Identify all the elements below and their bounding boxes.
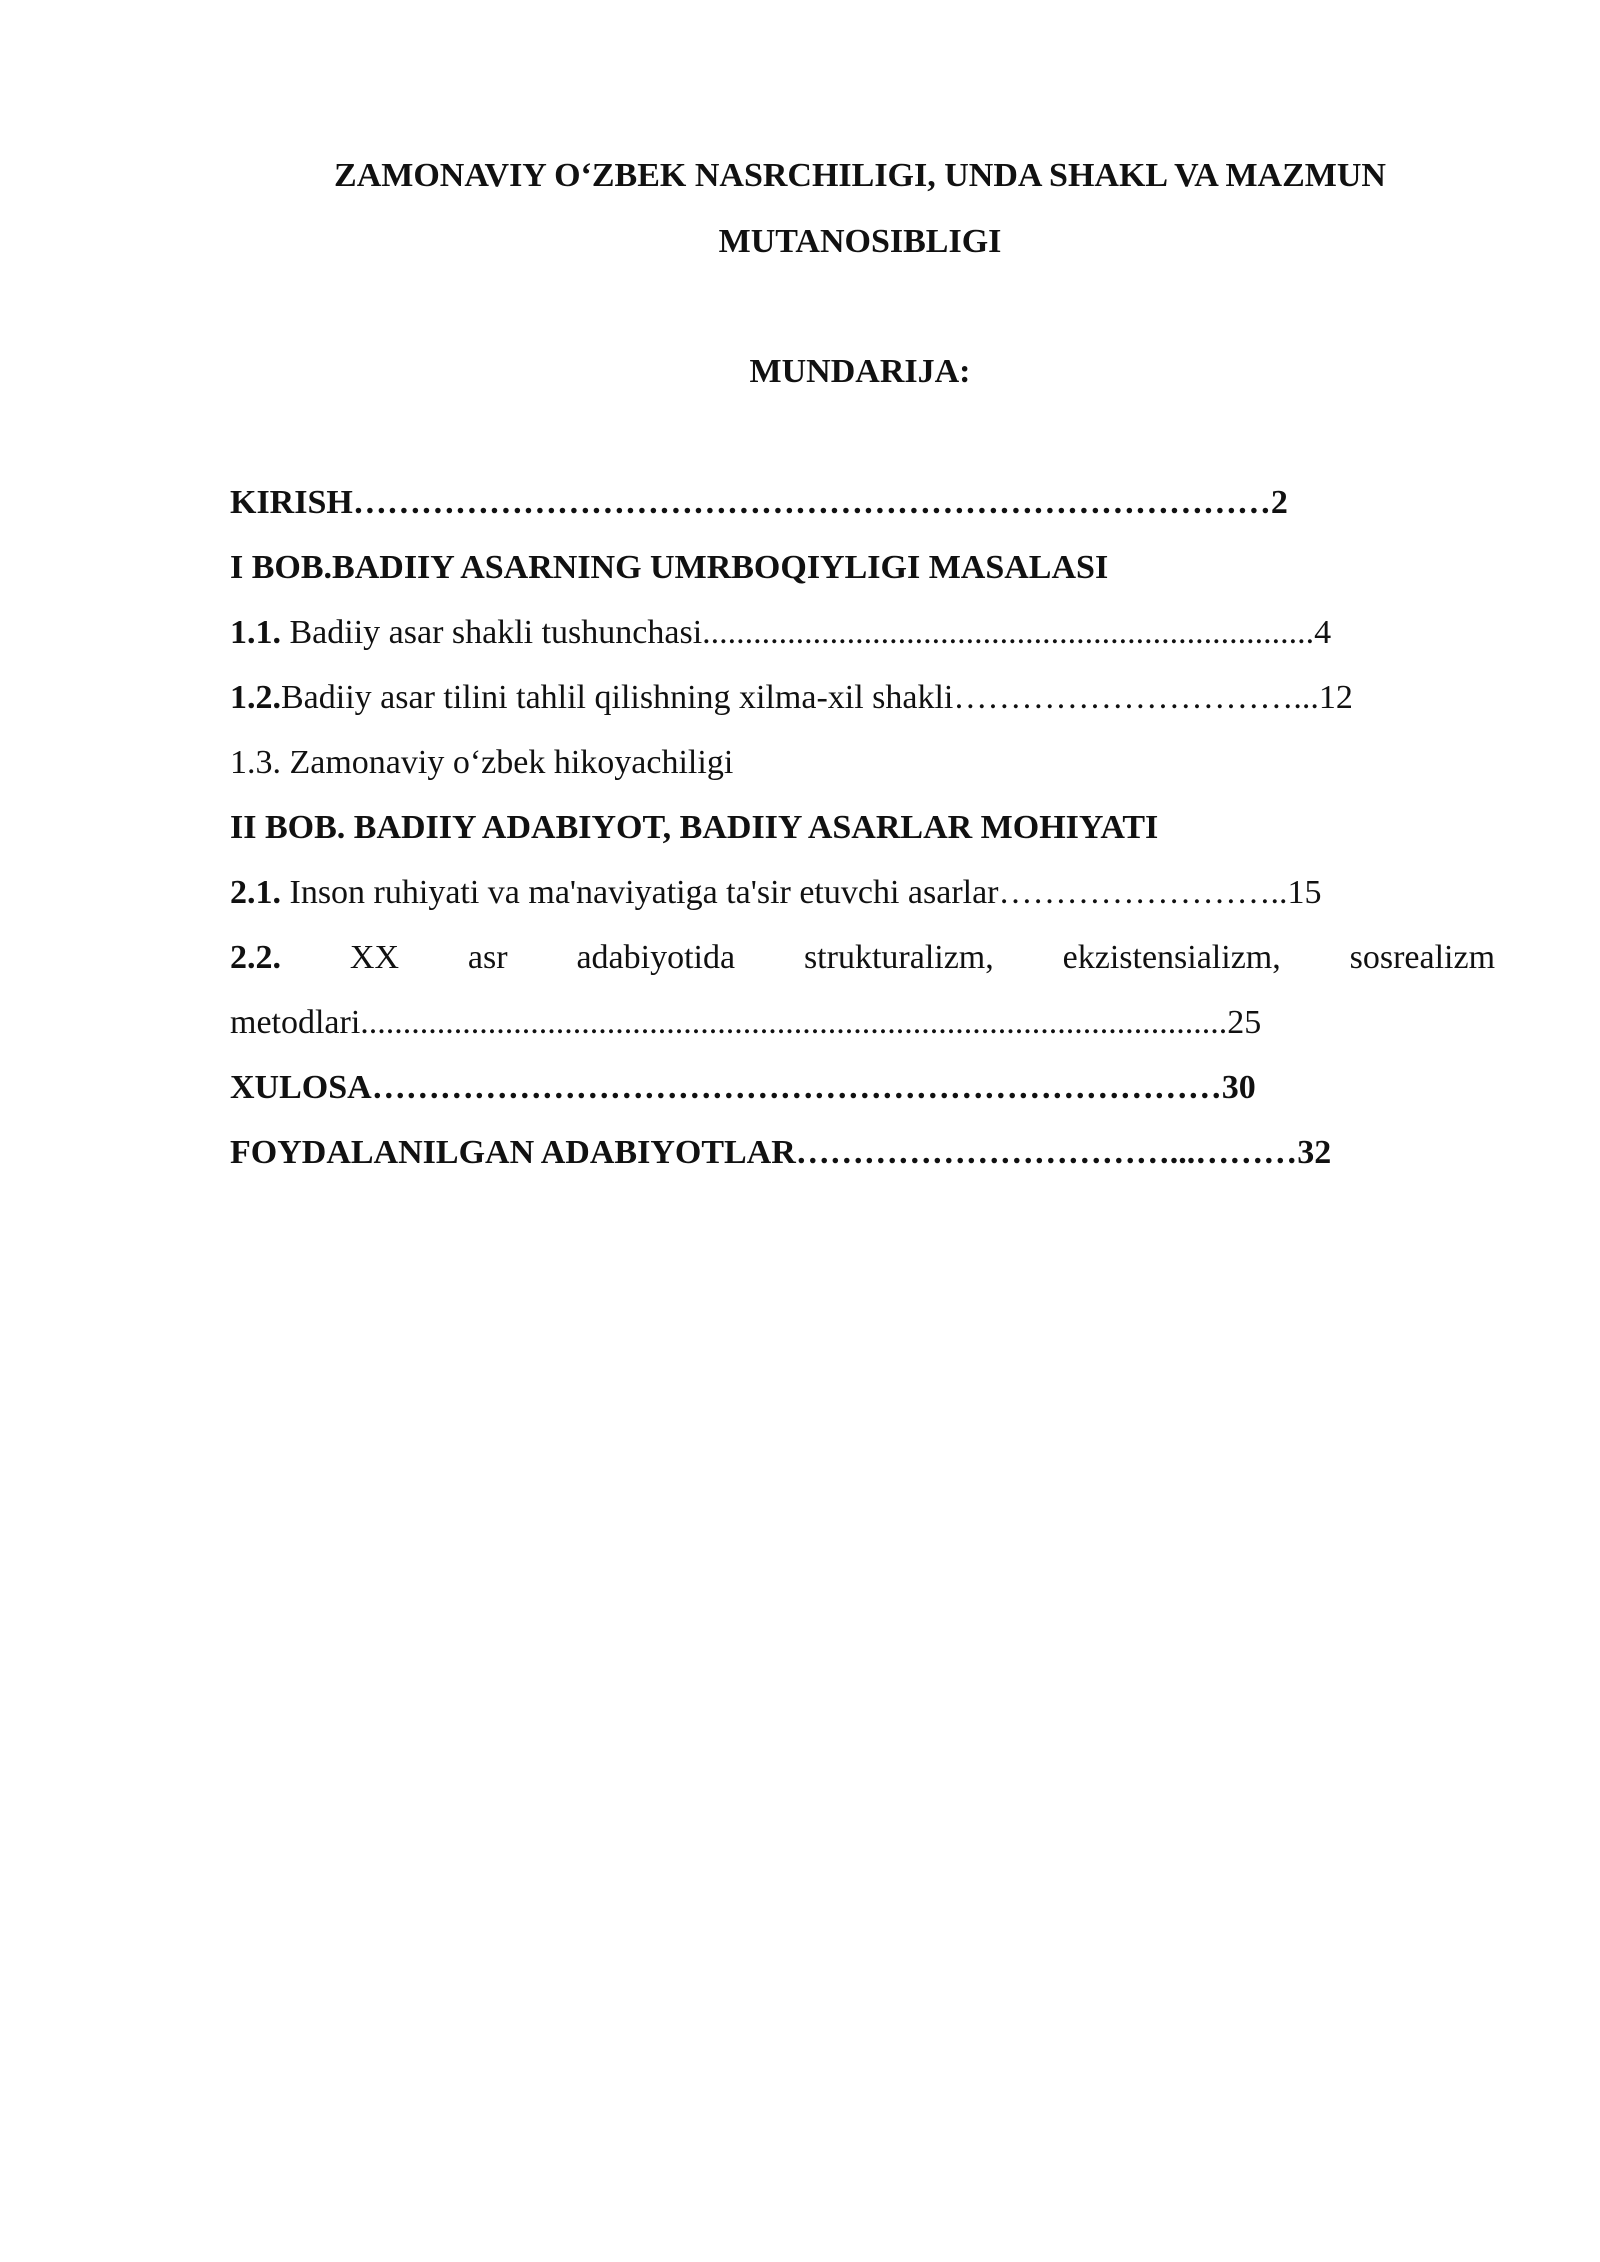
toc-entry-1-3: 1.3. Zamonaviy o‘zbek hikoyachiligi — [230, 744, 734, 781]
toc-entry-2-1 — [230, 860, 1495, 925]
toc-entry-2-2-word: adabiyotida — [576, 939, 736, 976]
toc-entry-1-1-number: 1.1. — [230, 614, 281, 651]
toc-entry-1-2 — [230, 665, 1495, 730]
toc-chapter-2: II BOB. BADIIY ADABIYOT, BADIIY ASARLAR MOHIYATI — [230, 809, 1159, 846]
toc-entry-2-2-word: sosrealizm — [1349, 939, 1496, 976]
toc-entry-2-2-line-1 — [230, 925, 1495, 990]
toc-entry-2-2-line-2: metodlari......................................................................................................25 — [230, 1004, 1262, 1041]
toc-chapter-1: I BOB.BADIIY ASARNING UMRBOQIYLIGI MASALASI — [230, 549, 1109, 586]
contents-heading: MUNDARIJA: — [749, 353, 971, 390]
toc-entry-2-2-word: strukturalizm, — [803, 939, 994, 976]
table-of-contents — [230, 470, 1495, 1185]
toc-entry-2-1-number: 2.1. — [230, 874, 281, 911]
toc-entry-1-2-text: Badiiy asar tilini tahlil qilishning xilma-xil shakli…………………………...12 — [281, 679, 1353, 716]
toc-entry-2-2-word: asr — [467, 939, 508, 976]
toc-entry-kirish: KIRISH………………………………………………………………………2 — [230, 484, 1288, 521]
title-line-2: MUTANOSIBLIGI — [718, 223, 1002, 260]
toc-entry-2-1-text: Inson ruhiyati va ma'naviyatiga ta'sir etuvchi asarlar……………………..15 — [281, 874, 1322, 911]
toc-entry-1-1-text: Badiiy asar shakli tushunchasi........................................................................4 — [281, 614, 1332, 651]
toc-entry-2-2-number: 2.2. — [230, 939, 281, 976]
toc-entry-2-2-word: XX — [349, 939, 399, 976]
toc-entry-1-2-number: 1.2. — [230, 679, 281, 716]
toc-entry-adabiyotlar: FOYDALANILGAN ADABIYOTLAR……………………………...………32 — [230, 1134, 1332, 1171]
document-title — [230, 143, 1490, 275]
toc-entry-1-1 — [230, 600, 1495, 665]
toc-entry-2-2-word: ekzistensializm, — [1062, 939, 1281, 976]
toc-entry-xulosa: XULOSA…………………………………………………………………30 — [230, 1069, 1256, 1106]
title-line-1: ZAMONAVIY O‘ZBEK NASRCHILIGI, UNDA SHAKL VA MAZMUN — [334, 157, 1386, 194]
